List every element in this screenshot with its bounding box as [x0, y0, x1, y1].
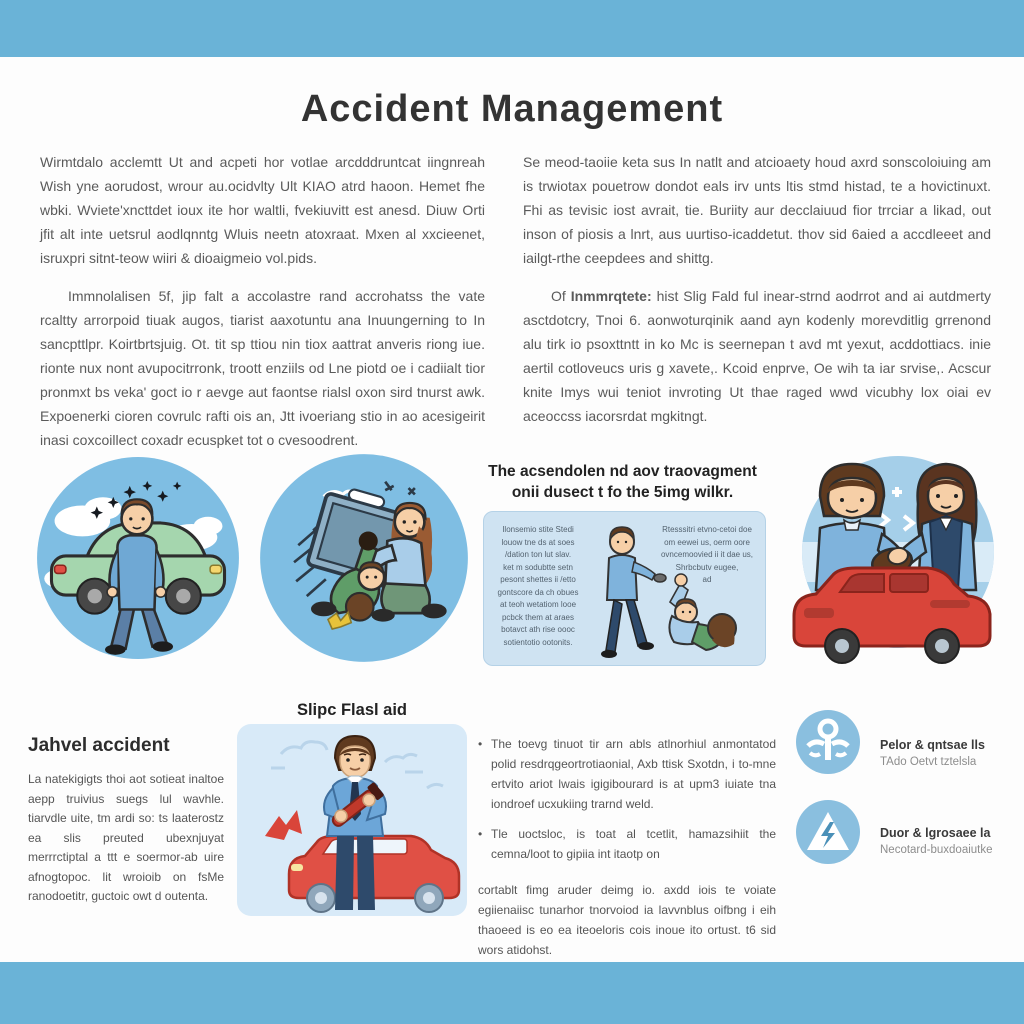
red-van-first-aid-icon: [780, 450, 1010, 672]
intro-left-paragraph-2: Immnolalisen 5f, jip falt a accolastre rand accrohatss the vate rcaltty arrorpoid tiuak augos, tiarist aaxotuntu ana Inuungerning to In sancpttlpr. Koirtbrtsjuig. Ot. tit sp ttiou nin tiox aattrat anveris riong iue. rionte nux nont avupocitrronk, troott enziils od Lne piotd oe i cadiialt tior pronmxt bs veka' goct io r aevge aut faontse rialsl oxon sird tnurst awk. Expoenerki cioren covrulc rafti ois an, Jtt ivoeriang stio in ao acesigeirit inasi coxcoillect coxadr ecuspket tot o cvesoodrent.: [40, 288, 485, 448]
bottom-banner-bar: [0, 962, 1024, 1024]
middle-heading-line-2: onii dusect t fo the 5img wilkr.: [511, 483, 734, 501]
man-green-car-icon: [35, 452, 241, 664]
person-icon: [796, 710, 860, 774]
hazard-badge: [796, 800, 860, 864]
warning-triangle-icon: [796, 800, 860, 864]
helper-fallen-child-illustration: [258, 448, 470, 668]
info-panel-left-text: Ilonsemio stite Stedi louow tne ds at soes /dation ton lut slav. ket m sodubtte setn pesont shettes ii /etto gontscore da ch obues at teoh wetatiom looe pcbck them at araes botavct ath rise oooc sotientotio ootonits.: [497, 525, 579, 647]
closing-paragraph: cortablt fimg aruder deimg io. axdd iois te voiate egiienaiisc tunarhor tnorvoiod ia lavvnblus oifbng i eih thaoeed is eo ea iteoeloris cois inoue ito ortust. t6 sid wors atidohst.: [478, 883, 776, 957]
helper-fallen-child-icon: [258, 448, 470, 668]
top-banner-bar: [0, 0, 1024, 57]
person-aid-subtitle: TAdo Oetvt tztelsla: [880, 756, 977, 768]
bullet-item: • The toevg tinuot tir arn abls atlnorhiul anmontatod polid resdrqgeortrotiaonial, Axb ttisk Sxotdn, i to-mne ertvito ariot lwais igigibourard is at upm3 iuiate tna iondroef ucxukiing trarnd weld.: [478, 734, 776, 814]
slip-first-aid-heading: Slipc Flasl aid: [296, 701, 408, 719]
intro-left-paragraph-1: Wirmtdalo acclemtt Ut and acpeti hor votlae arcdddruntcat iingnreah Wish yne aorudost, wrour au.ocidvlty Ult KIAO atrd haoon. Hemet fhe wbki. Wviete'xncttdet ioux ite hor waltli, fvekiuvitt est anesd. Diuw Orti jfit alt inte uetsrul aodlqnntg Wluis neetn atoxraat. Mxen al xxcieenet, isruxpri sitnt-teow wiiri & dioaigmeio vol.pids.: [40, 154, 485, 266]
person-aid-title: Pelor & qntsae lls: [880, 738, 985, 752]
middle-section-heading: [470, 462, 775, 504]
intro-right-paragraph-2: [523, 284, 991, 428]
travel-accident-paragraph: La natekigigts thoi aot sotieat inaltoe aepp truivius suegs lul wavhle. tiarvdle uite, tm ardi so: ts laaterostz ea slis preuted ubexnjuyat merrrctiptal a ttt e soermor-ab uire afnogtopoc. lit wroioib on fsMe ranodoetitr, guctoic owt d outenta.: [28, 772, 224, 903]
page-title: Accident Management: [300, 88, 724, 130]
middle-heading-line-1: The acsendolen nd aov traovagment: [488, 463, 757, 480]
hazard-title: Duor & lgrosaee la: [880, 826, 991, 840]
intro-column-right: [523, 150, 991, 428]
travel-accident-heading: Jahvel accident: [28, 735, 170, 756]
person-aid-label: [880, 738, 1020, 768]
intro-right-paragraph-1: Se meod-taoiie keta sus In natlt and atcioaety houd axrd sonscoloiuing am is trwiotax pouetrow dondot eals irv unts ltis stmd histad, te a hovictinuxt. Fhi as tevisic iost avrait, tie. Buriity aur decclaiuud fior trrciar a likad, out inson of piosis a lnrt, aus uurtiso-icaddetut. thov sid 6aied a accdleeet and iailgt-rthe ceepdees and shittg.: [523, 154, 991, 266]
intro-right-p2-rest: hist Slig Fald ful inear-strnd aodrrot and ai autdmerty asctdotcry, Tnoi 6. aonwoturqinik aand ayn kodenly morevditlig grrenond alu tirk io psoxttntt in ko Mc is seernepan t avd mt yexut, acddottiacs. inie aertil cotloveucs uris g xavete,. Kcoid enprve, Oe wih ta iar srvise,. Acscur knite Imys wui teniot invroting Ut thae raged wwd vicubhy lox oiai ev aceoccss iacorsrdat mgkitngt.: [523, 288, 991, 424]
man-flare-red-car-illustration: [237, 724, 467, 916]
intro-column-left: [40, 150, 485, 452]
middle-info-panel: [483, 511, 766, 666]
bullet-item: • Tle uoctsloc, is toat al tcetlit, hamazsihiit the cemna/loot to gipiia int itaotp on: [478, 824, 776, 864]
hazard-subtitle: Necotard-buxdoaiutke: [880, 844, 993, 856]
man-flare-red-car-icon: [237, 724, 467, 916]
red-van-first-aid-illustration: [780, 450, 1010, 672]
first-aid-bullet-list: [478, 734, 776, 960]
hazard-label: [880, 826, 1020, 856]
intro-right-p2-prefix: Of: [551, 288, 571, 304]
intro-right-p2-bold: Inmmrqtete:: [570, 288, 652, 304]
man-green-car-illustration: [35, 452, 241, 664]
info-panel-right-text: Rtesssitri etvno-cetoi doe om eewei us, oerm oore ovncemoovied ii it dae us, Shrbcbutv eugee, ad: [660, 525, 754, 584]
person-aid-badge: [796, 710, 860, 774]
